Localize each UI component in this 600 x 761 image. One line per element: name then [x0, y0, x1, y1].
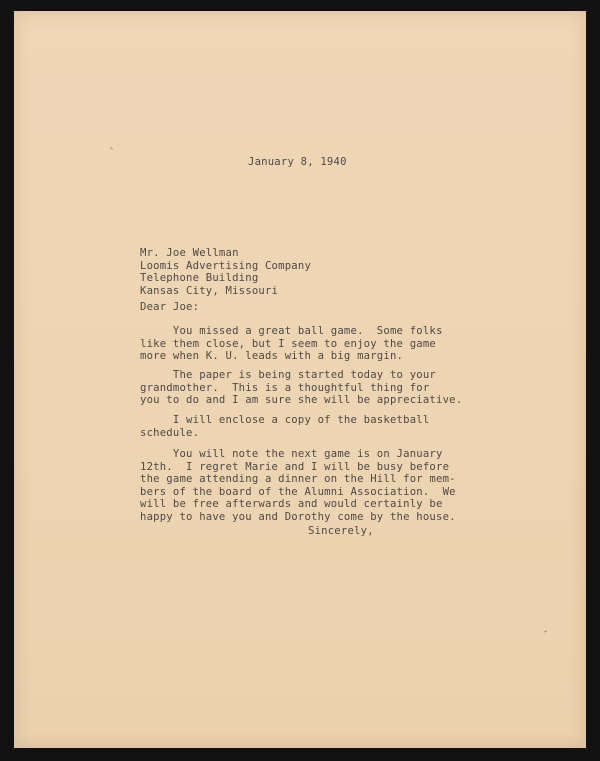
recipient-company: Loomis Advertising Company — [140, 259, 312, 272]
paper-blemish — [110, 147, 113, 150]
recipient-building: Telephone Building — [140, 272, 259, 285]
body-paragraph: You will note the next game is on January 12th. I regret Marie and I will be busy before the game attending a dinner on the Hill for mem- bers of the board of the Alumni Association. We will be free afterwards and would certainly be happy to have you and Dorothy come by the house. — [140, 448, 456, 523]
salutation: Dear Joe: — [140, 301, 200, 313]
body-paragraph: The paper is being started today to your grandmother. This is a thoughtful thing for you to do and I am sure she will be appreciative. — [140, 369, 463, 407]
recipient-address — [140, 247, 311, 297]
body-paragraph: I will enclose a copy of the basketball schedule. — [140, 414, 430, 439]
closing: Sincerely, — [308, 525, 374, 537]
letter-sheet — [14, 11, 586, 748]
recipient-city: Kansas City, Missouri — [140, 284, 279, 297]
paper-blemish — [544, 630, 547, 632]
body-paragraph: You missed a great ball game. Some folks like them close, but I seem to enjoy the game more when K. U. leads with a big margin. — [140, 325, 443, 363]
recipient-name: Mr. Joe Wellman — [140, 247, 239, 259]
letter-date: January 8, 1940 — [248, 156, 347, 168]
